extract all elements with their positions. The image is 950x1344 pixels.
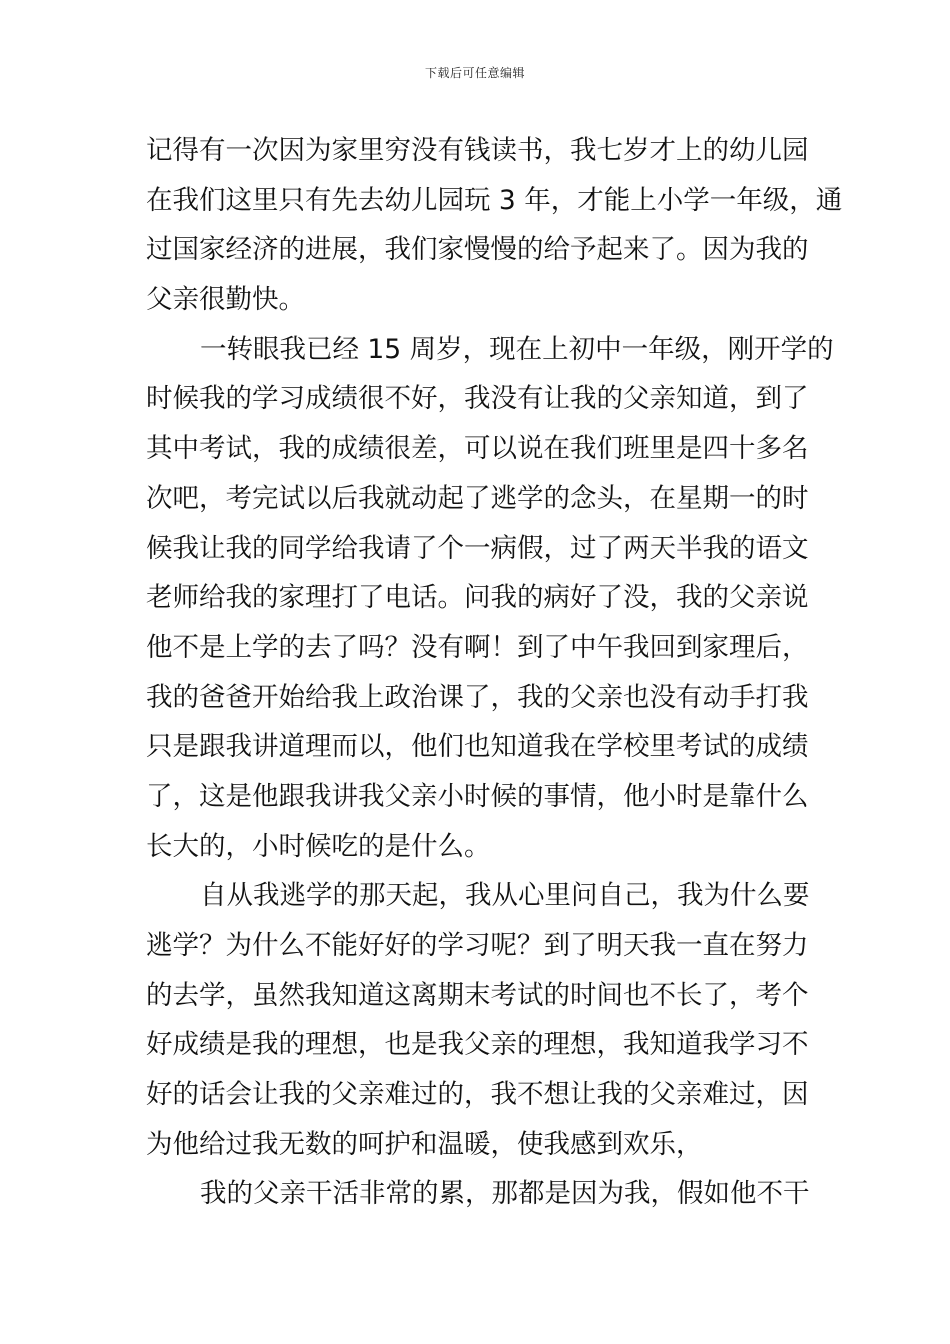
text-line: 的去学，虽然我知道这离期末考试的时间也不长了，考个 xyxy=(146,979,809,1011)
text-line: 次吧，考完试以后我就动起了逃学的念头，在星期一的时 xyxy=(146,482,809,514)
text-line: 记得有一次因为家里穷没有钱读书，我七岁才上的幼儿园 xyxy=(146,135,809,166)
text-line: 他不是上学的去了吗？没有啊！到了中午我回到家理后， xyxy=(146,631,809,663)
text-line: 逃学？为什么不能好好的学习呢？到了明天我一直在努力 xyxy=(146,930,809,961)
text-line: 老师给我的家理打了电话。问我的病好了没，我的父亲说 xyxy=(146,582,809,614)
text-line: 长大的，小时候吃的是什么。 xyxy=(146,830,491,862)
text-line: 父亲很勤快。 xyxy=(146,284,305,316)
text-line: 为他给过我无数的呵护和温暖，使我感到欢乐， xyxy=(146,1128,703,1160)
text-line: 候我让我的同学给我请了个一病假，过了两天半我的语文 xyxy=(146,532,809,564)
text-line: 过国家经济的进展，我们家慢慢的给予起来了。因为我的 xyxy=(146,234,809,266)
text-line: 只是跟我讲道理而以，他们也知道我在学校里考试的成绩 xyxy=(146,731,809,763)
text-line: 好成绩是我的理想，也是我父亲的理想，我知道我学习不 xyxy=(146,1029,809,1061)
essay-body xyxy=(146,126,843,1219)
paragraph-first-line: 自从我逃学的那天起，我从心里问自己，我为什么要 xyxy=(200,880,810,912)
text-line: 在我们这里只有先去幼儿园玩 3 年，才能上小学一年级，通 xyxy=(146,184,843,216)
page-header: 下载后可任意编辑 xyxy=(424,66,525,80)
paragraph-first-line: 我的父亲干活非常的累，那都是因为我，假如他不干 xyxy=(200,1178,810,1210)
text-line: 其中考试，我的成绩很差，可以说在我们班里是四十多名 xyxy=(146,433,809,465)
text-line: 好的话会让我的父亲难过的，我不想让我的父亲难过，因 xyxy=(146,1079,809,1111)
text-line: 了，这是他跟我讲我父亲小时候的事情，他小时是靠什么 xyxy=(146,780,809,812)
text-line: 我的爸爸开始给我上政治课了，我的父亲也没有动手打我 xyxy=(146,681,809,713)
text-line: 时候我的学习成绩很不好，我没有让我的父亲知道，到了 xyxy=(146,383,809,415)
paragraph-first-line: 一转眼我已经 15 周岁，现在上初中一年级，刚开学的 xyxy=(200,333,834,365)
